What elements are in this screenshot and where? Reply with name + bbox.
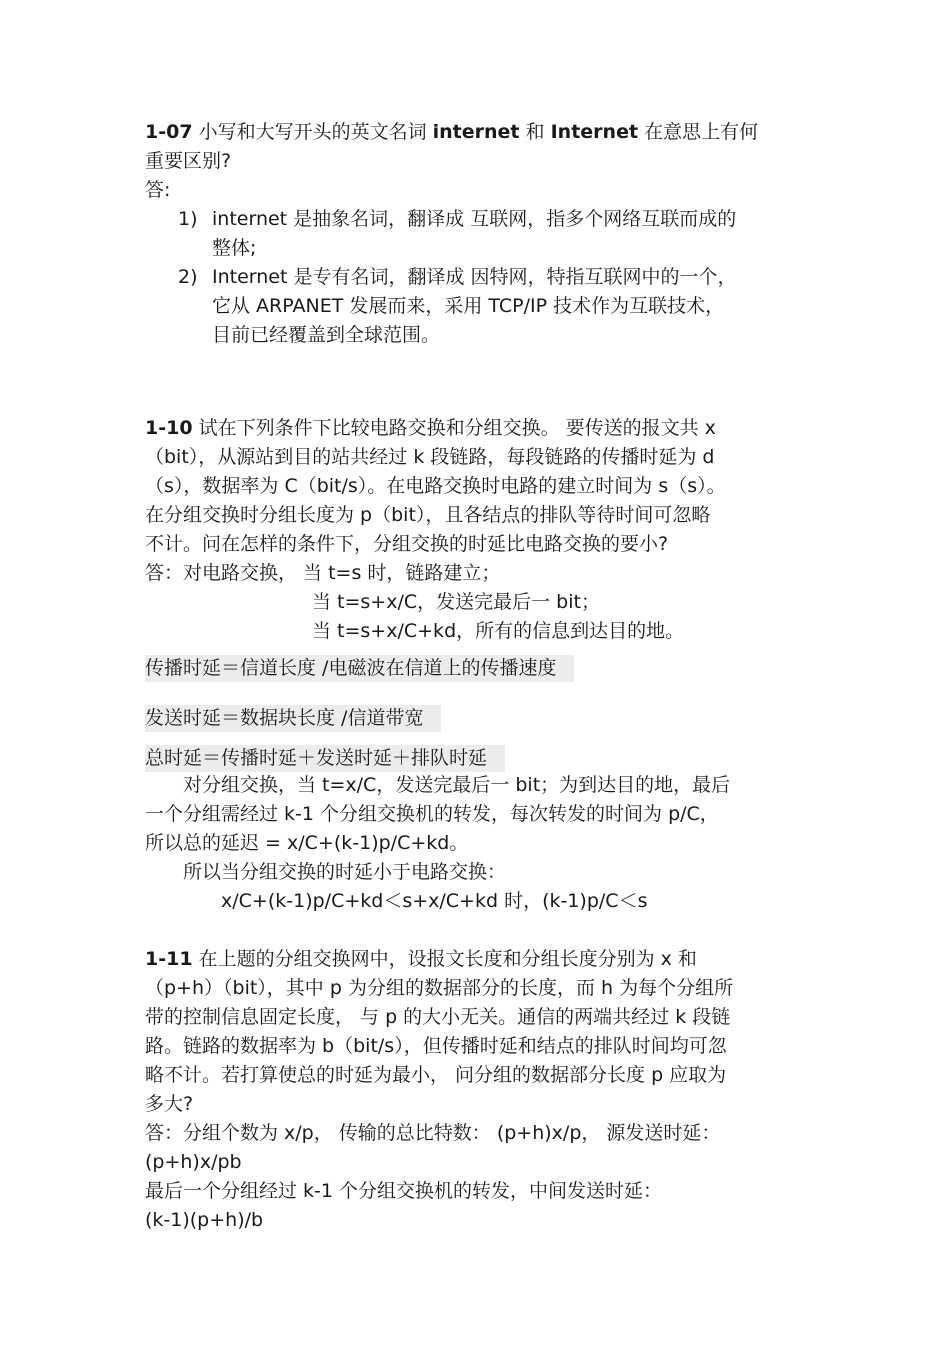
q111-answer-line2: (p+h)x/pb [145, 1151, 242, 1173]
q107-number: 1-07 [145, 121, 193, 143]
q110-answer-line1: 答：对电路交换， 当 t=s 时，链路建立； [145, 562, 501, 584]
q110-packet-line2: 一个分组需经过 k-1 个分组交换机的转发，每次转发的时间为 p/C， [145, 803, 719, 825]
q107-item-1-line1: internet 是抽象名词，翻译成 互联网，指多个网络互联而成的 [212, 208, 737, 230]
q107-item-2-line2: 它从 ARPANET 发展而来，采用 TCP/IP 技术作为互联技术， [212, 295, 725, 317]
q107-title-line2: 重要区别? [145, 150, 232, 172]
q111-line4: 路。链路的数据率为 b（bit/s），但传播时延和结点的排队时间均可忽 [145, 1035, 727, 1057]
formula-transmission-delay: 发送时延＝数据块长度 /信道带宽 [145, 705, 441, 732]
q107-item-2-line3: 目前已经覆盖到全球范围。 [212, 324, 441, 346]
formula-propagation-delay: 传播时延＝信道长度 /电磁波在信道上的传播速度 [145, 655, 574, 682]
q110-packet-line3: 所以总的延迟 = x/C+(k-1)p/C+kd。 [145, 832, 469, 854]
q107-item-2-number: 2) [178, 266, 198, 288]
q111-line5: 略不计。若打算使总的时延为最小， 问分组的数据部分长度 p 应取为 [145, 1064, 727, 1086]
q110-answer-line2: 当 t=s+x/C，发送完最后一 bit； [312, 591, 600, 613]
q107-title-post: 在意思上有何 [638, 121, 759, 143]
q111-answer-line4: (k-1)(p+h)/b [145, 1209, 264, 1231]
q107-title-pre: 小写和大写开头的英文名词 [192, 121, 433, 143]
q107-item-2 [145, 263, 815, 350]
q111-line3: 带的控制信息固定长度， 与 p 的大小无关。通信的两端共经过 k 段链 [145, 1006, 731, 1028]
q110-line5: 不计。问在怎样的条件下，分组交换的时延比电路交换的要小? [145, 533, 669, 555]
q111-answer-line1: 答：分组个数为 x/p， 传输的总比特数： (p+h)x/p， 源发送时延： [145, 1122, 721, 1144]
q110-packet-condition: x/C+(k-1)p/C+kd＜s+x/C+kd 时，(k-1)p/C＜s [221, 890, 648, 912]
q111-number: 1-11 [145, 948, 193, 970]
document-page [145, 118, 815, 1235]
q107-item-1 [145, 205, 815, 263]
q111-line6: 多大? [145, 1093, 194, 1115]
q107-keyword-Internet: Internet [550, 121, 639, 143]
q107-title-mid: 和 [519, 121, 551, 143]
q110-line4: 在分组交换时分组长度为 p（bit），且各结点的排队等待时间可忽略 [145, 504, 711, 526]
q110-answer-line3: 当 t=s+x/C+kd，所有的信息到达目的地。 [312, 620, 685, 642]
q107-title-line1 [145, 118, 815, 147]
q111-line2: （p+h）（bit），其中 p 为分组的数据部分的长度，而 h 为每个分组所 [145, 977, 734, 999]
q111-answer-line3: 最后一个分组经过 k-1 个分组交换机的转发，中间发送时延： [145, 1180, 663, 1202]
q110-line2: （bit），从源站到目的站共经过 k 段链路，每段链路的传播时延为 d [145, 446, 715, 468]
q107-item-2-line1: Internet 是专有名词，翻译成 因特网，特指互联网中的一个， [212, 266, 737, 288]
q107-item-1-line2: 整体; [212, 237, 257, 259]
q110-number: 1-10 [145, 417, 193, 439]
q110-line3: （s），数据率为 C（bit/s）。在电路交换时电路的建立时间为 s（s）。 [145, 475, 726, 497]
q111-line1-text: 在上题的分组交换网中，设报文长度和分组长度分别为 x 和 [192, 948, 697, 970]
q110-packet-line1: 对分组交换，当 t=x/C，发送完最后一 bit；为到达目的地，最后 [183, 774, 731, 796]
q110-line1-text: 试在下列条件下比较电路交换和分组交换。 要传送的报文共 x [192, 417, 716, 439]
q110-line1 [145, 414, 815, 443]
q110-packet-line4: 所以当分组交换的时延小于电路交换： [183, 861, 507, 883]
q107-keyword-internet: internet [432, 121, 520, 143]
q111-line1 [145, 945, 815, 974]
formula-total-delay: 总时延＝传播时延＋发送时延＋排队时延 [145, 745, 505, 772]
q107-answer-label: 答: [145, 179, 171, 201]
q107-item-1-number: 1) [178, 208, 198, 230]
